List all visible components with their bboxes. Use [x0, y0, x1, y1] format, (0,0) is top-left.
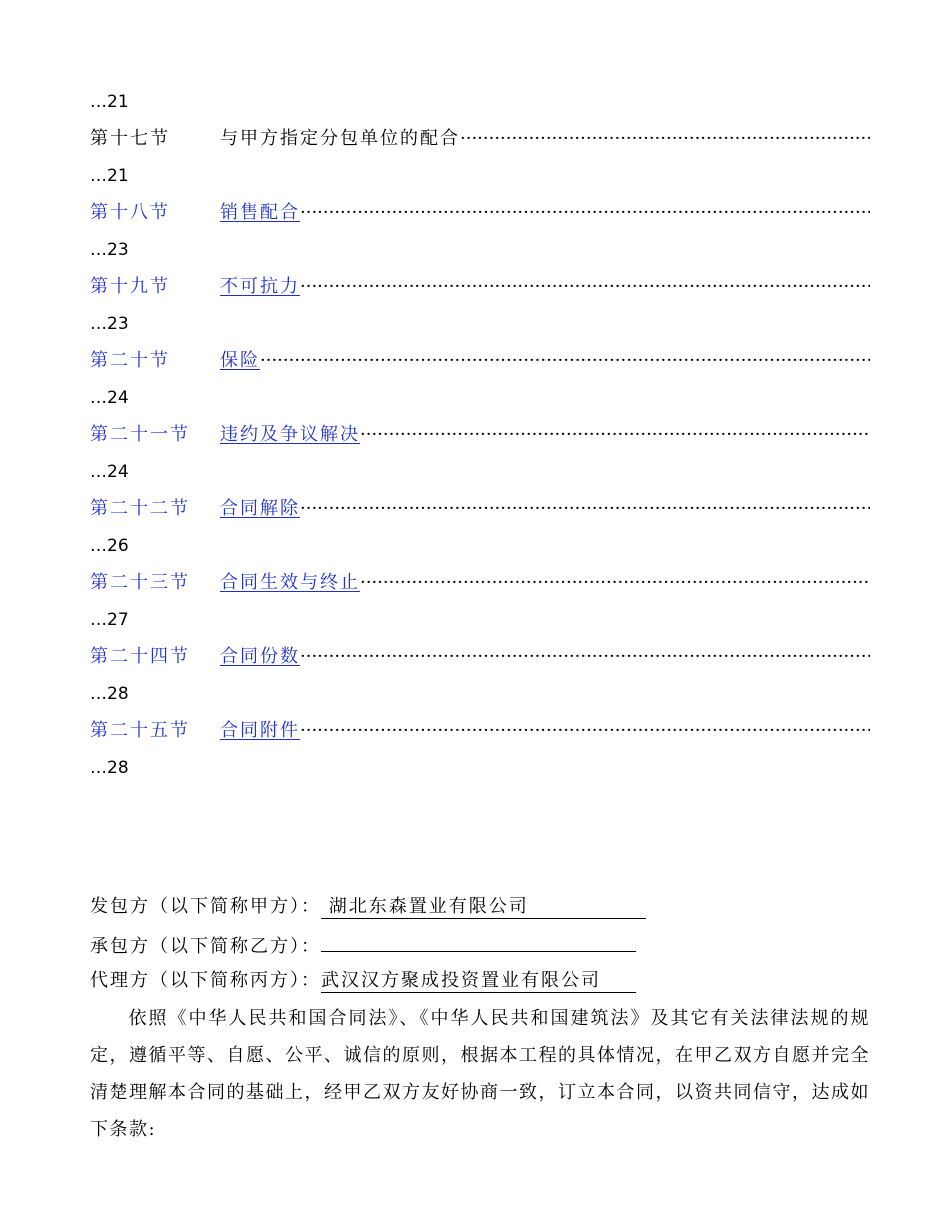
toc-leader-dots	[360, 420, 870, 450]
toc-section-title: 合同份数	[220, 646, 300, 667]
party-name: 武汉汉方聚成投资置业有限公司	[321, 970, 601, 991]
toc-leader-dots	[300, 716, 870, 746]
party-label: 发包方（以下简称甲方）：	[90, 896, 321, 917]
toc-page-number: …21	[90, 92, 129, 112]
toc-link-section-25[interactable]	[90, 716, 300, 746]
toc-section-number: 第二十二节	[90, 498, 190, 519]
toc-section-title: 与甲方指定分包单位的配合	[220, 128, 460, 149]
party-name: 湖北东森置业有限公司	[328, 896, 529, 917]
toc-link-section-19[interactable]	[90, 272, 300, 302]
toc-section-title: 不可抗力	[220, 276, 300, 297]
toc-entry	[90, 272, 870, 302]
toc-entry	[90, 494, 870, 524]
party-line-agent	[90, 966, 870, 996]
toc-leader-dots	[260, 346, 870, 376]
toc-section-number: 第二十节	[90, 350, 170, 371]
toc-section-number: 第二十三节	[90, 572, 190, 593]
party-line-contractor	[90, 929, 870, 959]
toc-section-number: 第十七节	[90, 128, 170, 149]
preamble-paragraph	[90, 1000, 870, 1148]
party-label: 代理方（以下简称丙方）：	[90, 970, 321, 991]
toc-entry	[90, 568, 870, 598]
toc-link-section-23[interactable]	[90, 568, 360, 598]
toc-page-number: …24	[90, 462, 129, 482]
toc-leader-dots	[300, 272, 870, 302]
toc-entry	[90, 124, 870, 154]
toc-section-title: 违约及争议解决	[220, 424, 360, 445]
preamble-text: 依照《中华人民共和国合同法》、《中华人民共和国建筑法》及其它有关法律法规的规定，遵循平等、自愿、公平、诚信的原则，根据本工程的具体情况，在甲乙双方自愿并完全清楚理解本合同的基础上，经甲乙双方友好协商一致，订立本合同，以资共同信守，达成如下条款:	[90, 1008, 870, 1140]
party-value	[321, 970, 636, 993]
toc-entry	[90, 420, 870, 450]
toc-section-number: 第二十一节	[90, 424, 190, 445]
party-label: 承包方（以下简称乙方）：	[90, 936, 321, 957]
toc-leader-dots	[360, 568, 870, 598]
toc-section-title: 保险	[220, 350, 260, 371]
toc-page-number: …26	[90, 536, 129, 556]
toc-page-number: …21	[90, 166, 129, 186]
toc-entry	[90, 716, 870, 746]
toc-page-number: …23	[90, 240, 129, 260]
toc-section-title: 合同附件	[220, 720, 300, 741]
party-value	[321, 896, 646, 919]
toc-link-section-20[interactable]	[90, 346, 260, 376]
toc-section-title: 销售配合	[220, 202, 300, 223]
toc-leader-dots	[300, 198, 870, 228]
toc-section-title: 合同解除	[220, 498, 300, 519]
toc-section-title: 合同生效与终止	[220, 572, 360, 593]
toc-page-number: …28	[90, 758, 129, 778]
toc-leader-dots	[300, 494, 870, 524]
toc-entry	[90, 642, 870, 672]
toc-section-number: 第二十五节	[90, 720, 190, 741]
toc-leader-dots	[300, 642, 870, 672]
toc-page-number: …28	[90, 684, 129, 704]
toc-page-number: …27	[90, 610, 129, 630]
toc-page-number: …24	[90, 388, 129, 408]
toc-entry	[90, 198, 870, 228]
party-value-blank	[321, 929, 636, 952]
toc-link-section-22[interactable]	[90, 494, 300, 524]
toc-leader-dots	[460, 124, 870, 154]
toc-section-number: 第十八节	[90, 202, 170, 223]
party-line-employer	[90, 892, 870, 922]
toc-section-number: 第二十四节	[90, 646, 190, 667]
toc-link-section-21[interactable]	[90, 420, 360, 450]
toc-link-section-24[interactable]	[90, 642, 300, 672]
toc-entry	[90, 346, 870, 376]
toc-page-number: …23	[90, 314, 129, 334]
toc-link-section-18[interactable]	[90, 198, 300, 228]
toc-section-number: 第十九节	[90, 276, 170, 297]
